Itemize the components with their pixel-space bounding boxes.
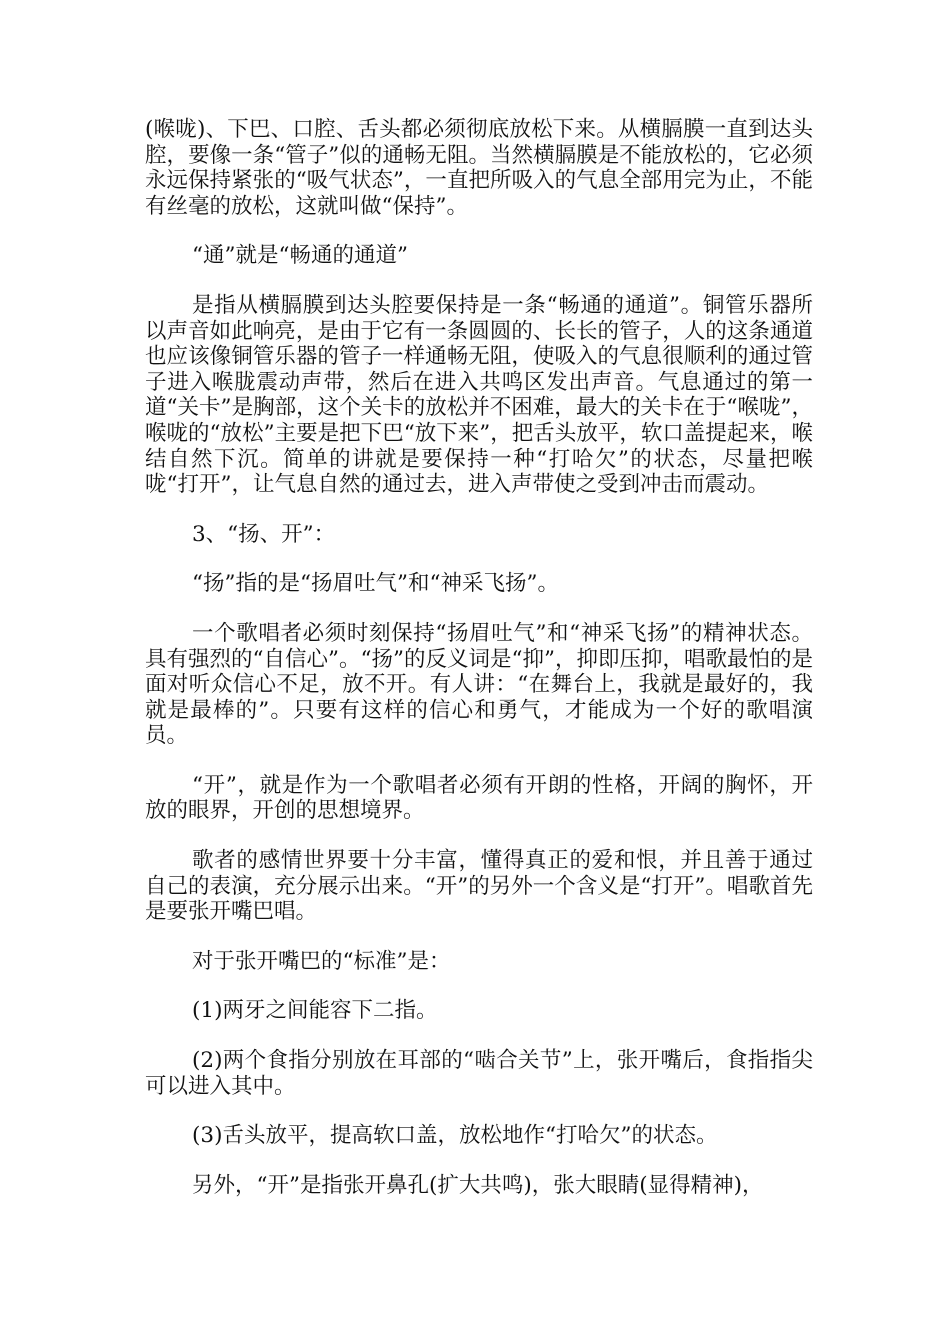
paragraph-kai-emotion: 歌者的感情世界要十分丰富，懂得真正的爱和恨，并且善于通过自己的表演，充分展示出来。“开”的另外一个含义是“打开”。唱歌首先是要张开嘴巴唱。: [145, 848, 813, 925]
paragraph-kai-additional: 另外，“开”是指张开鼻孔(扩大共鸣)，张大眼睛(显得精神)，: [192, 1172, 764, 1198]
list-item-1: (1)两牙之间能容下二指。: [192, 998, 438, 1024]
list-item-3: (3)舌头放平，提高软口盖，放松地作“打哈欠”的状态。: [192, 1123, 718, 1149]
heading-section-3: 3、“扬、开”：: [192, 521, 336, 547]
heading-yang: “扬”指的是“扬眉吐气”和“神采飞扬”。: [192, 571, 559, 597]
paragraph-yang-explanation: 一个歌唱者必须时刻保持“扬眉吐气”和“神采飞扬”的精神状态。具有强烈的“自信心”。“扬”的反义词是“抑”，抑即压抑，唱歌最怕的是面对听众信心不足，放不开。有人讲：“在舞台上，我就是最好的，我就是最棒的”。只要有这样的信心和勇气，才能成为一个好的歌唱演员。: [145, 620, 813, 749]
heading-mouth-standard: 对于张开嘴巴的“标准”是：: [192, 948, 451, 974]
heading-tong: “通”就是“畅通的通道”: [192, 243, 408, 269]
paragraph-kai-definition: “开”，就是作为一个歌唱者必须有开朗的性格，开阔的胸怀，开放的眼界，开创的思想境界。: [145, 772, 813, 824]
paragraph-breath-relaxation: (喉咙)、下巴、口腔、舌头都必须彻底放松下来。从横膈膜一直到达头腔，要像一条“管子”似的通畅无阻。当然横膈膜是不能放松的，它必须永远保持紧张的“吸气状态”，一直把所吸入的气息全部用完为止，不能有丝毫的放松，这就叫做“保持”。: [145, 117, 813, 219]
document-body: [145, 117, 813, 1222]
paragraph-tong-explanation: 是指从横膈膜到达头腔要保持是一条“畅通的通道”。铜管乐器所以声音如此响亮，是由于它有一条圆圆的、长长的管子，人的这条通道也应该像铜管乐器的管子一样通畅无阻，使吸入的气息很顺利的通过管子进入喉胧震动声带，然后在进入共鸣区发出声音。气息通过的第一道“关卡”是胸部，这个关卡的放松并不困难，最大的关卡在于“喉咙”，喉咙的“放松”主要是把下巴“放下来”，把舌头放平，软口盖提起来，喉结自然下沉。简单的讲就是要保持一种“打哈欠”的状态，尽量把喉咙“打开”，让气息自然的通过去，进入声带使之受到冲击而震动。: [145, 292, 813, 498]
list-item-2: (2)两个食指分别放在耳部的“啮合关节”上，张开嘴后，食指指尖可以进入其中。: [145, 1048, 813, 1099]
